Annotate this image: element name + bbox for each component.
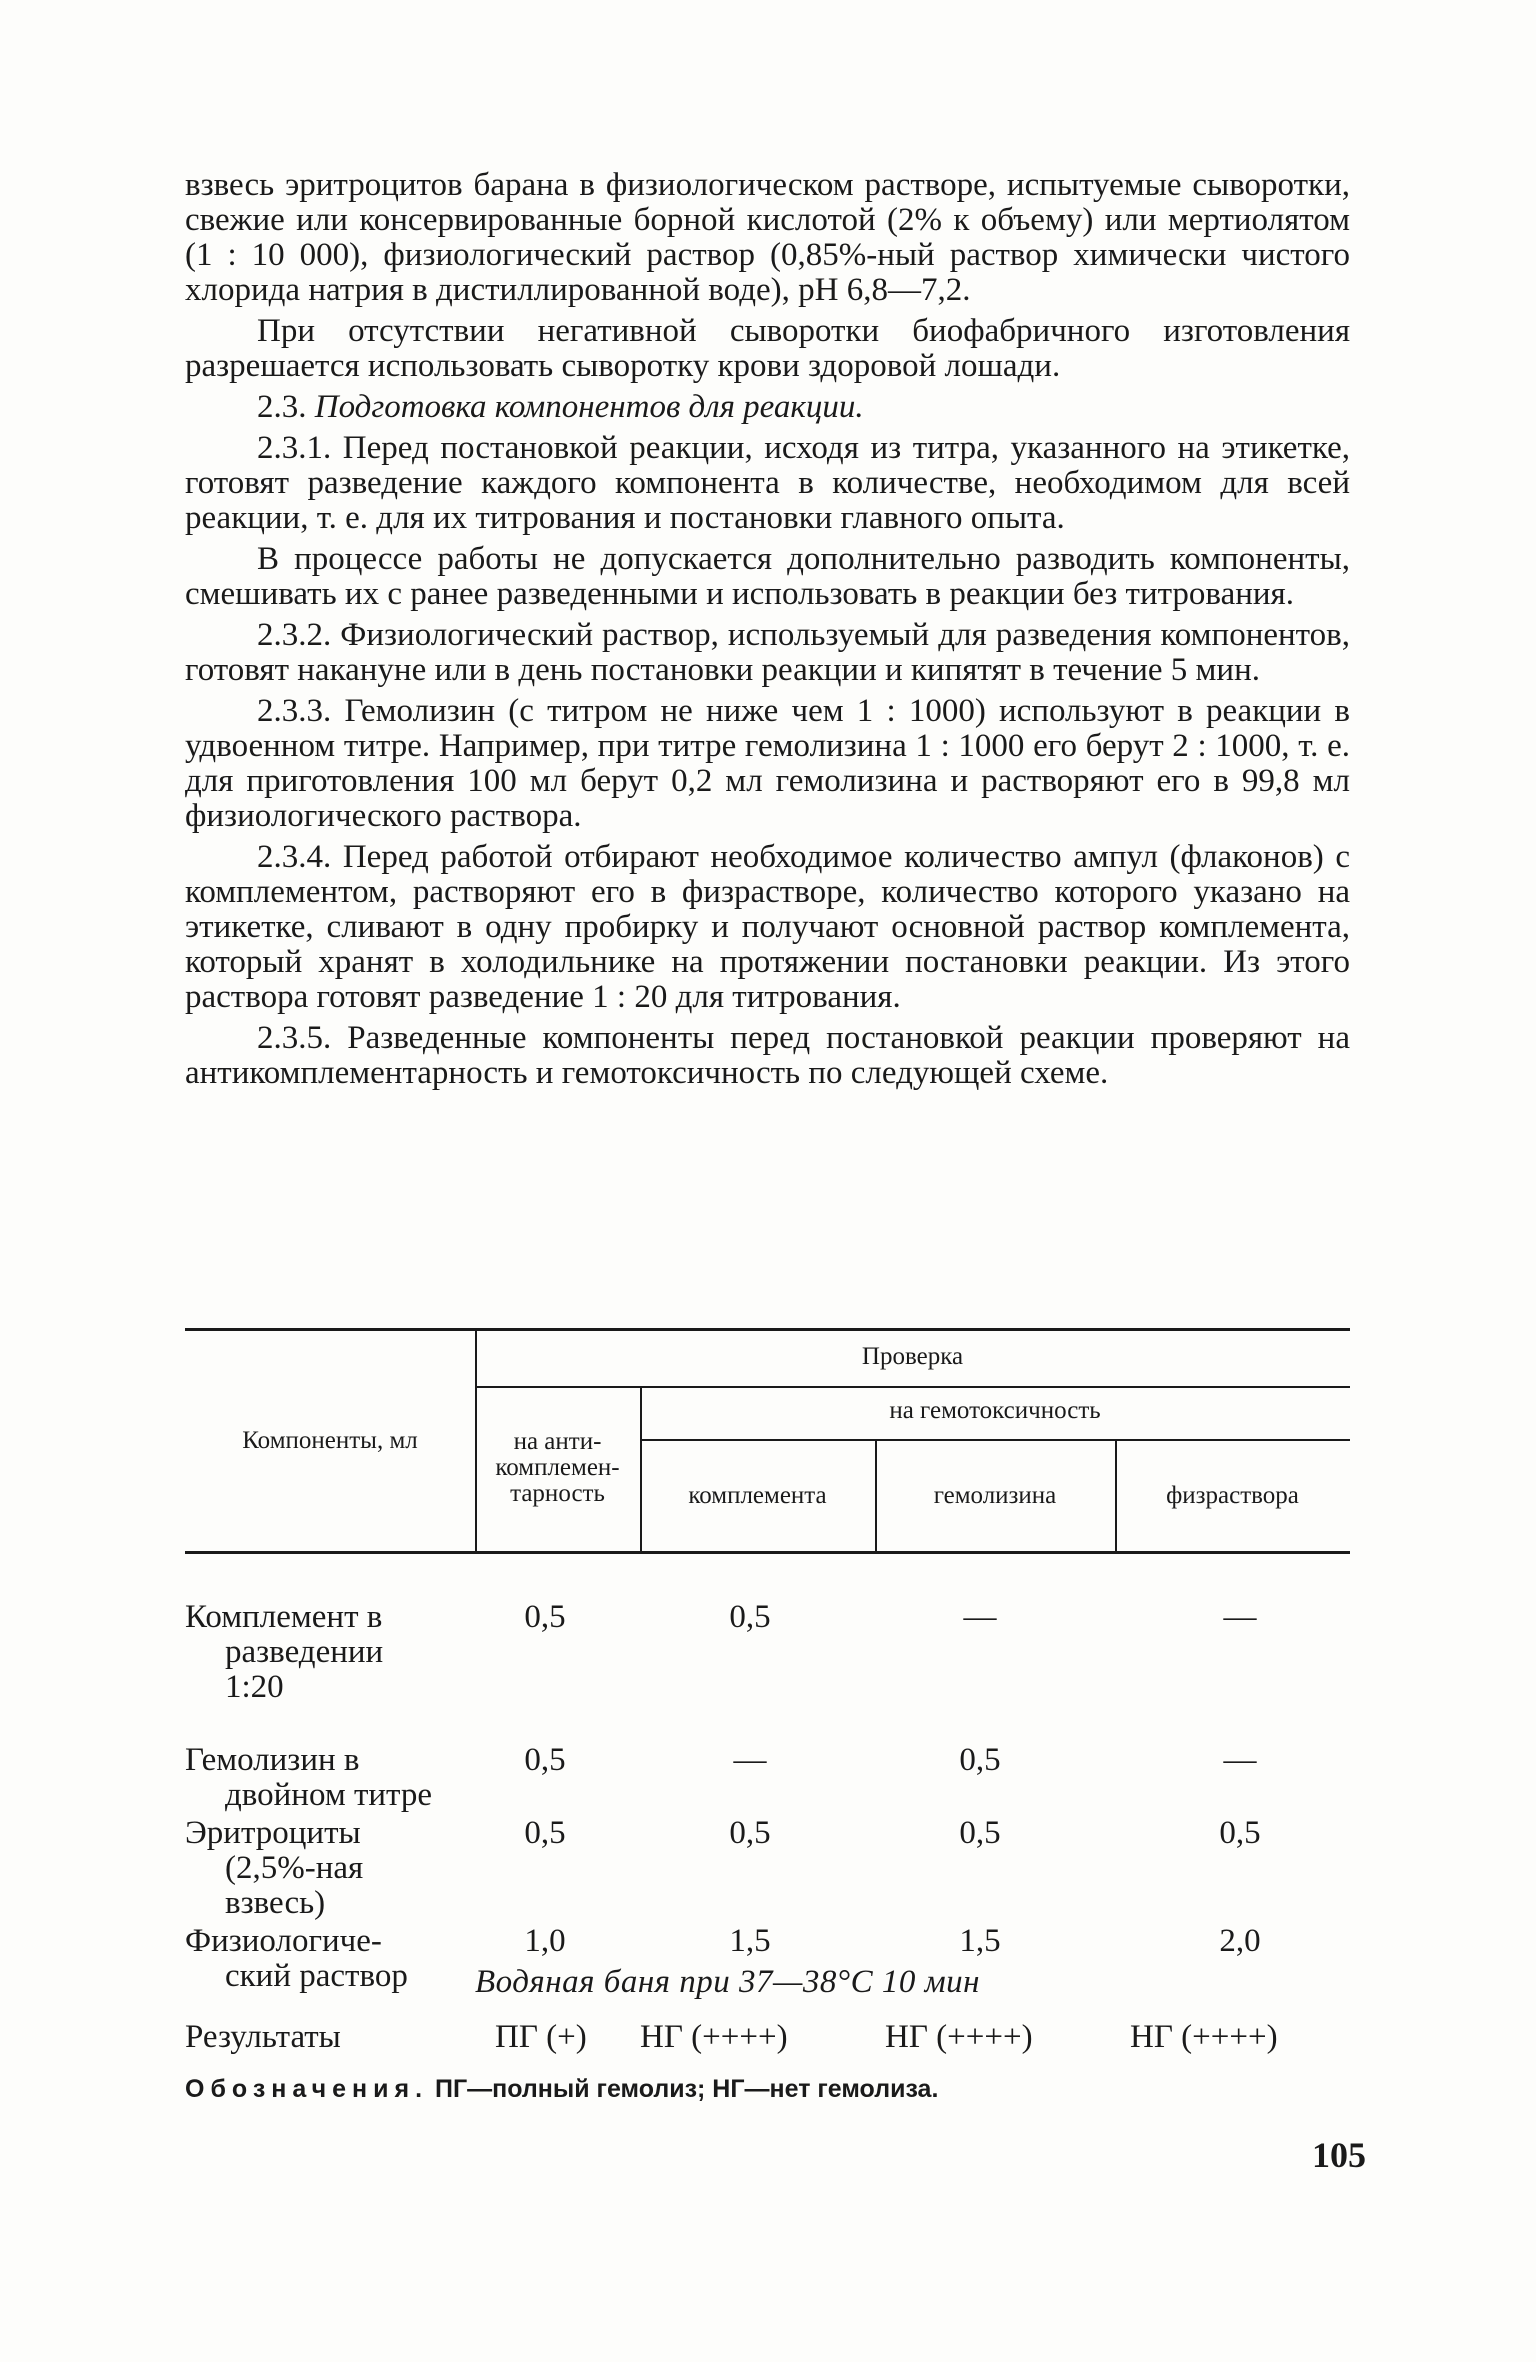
row-label [185,1743,450,1813]
header-anticomp-line: комплемен- [495,1454,620,1481]
section-number: 2.3. [257,389,307,425]
cell-complement: — [733,1742,767,1778]
cell-saline: — [1223,1742,1257,1778]
table-body [185,1600,1350,1997]
cell-hemolysin: 0,5 [959,1742,1001,1778]
section-heading-2-3 [185,390,1350,425]
row-label-line: ский раствор [225,1958,408,1994]
header-hemolysin: гемолизина [933,1482,1057,1509]
cell-saline: — [1223,1599,1257,1635]
table-row [185,1816,1350,1924]
cell-hemolysin: — [963,1599,997,1635]
row-label-line: Гемолизин в [185,1742,360,1778]
header-check: Проверка [861,1343,964,1370]
row-label [185,1816,450,1921]
row-label-line: (2,5%-ная [225,1850,364,1886]
cell-hemolysin: 0,5 [959,1815,1001,1851]
paragraph-2-3-1: 2.3.1. Перед постановкой реакции, исходя из титра, указанного на этикетке, готовят разведение каждого компонента в количестве, необходимом для всей реакции, т. е. для их титрования и постановки главного опыта. [185,430,1350,536]
cell-anticomplementarity: 0,5 [524,1815,566,1851]
legend-note [185,2075,938,2104]
result-complement: НГ (++++) [640,2019,788,2055]
incubation-caption: Водяная баня при 37—38°С 10 мин [475,1964,981,2000]
result-anticomplementarity: ПГ (+) [495,2019,587,2055]
row-label-line: двойном титре [225,1777,433,1813]
cell-anticomplementarity: 0,5 [524,1599,566,1635]
legend-lead: Обозначения. [185,2075,429,2103]
paragraph-2-3-2: 2.3.2. Физиологический раствор, используемый для разведения компонентов, готовят накануне или в день постановки реакции и кипятят в течение 5 мин. [185,617,1350,688]
header-complement: комплемента [688,1482,827,1509]
cell-complement: 1,5 [729,1923,771,1959]
result-saline: НГ (++++) [1130,2019,1278,2055]
cell-saline: 0,5 [1219,1815,1261,1851]
cell-hemolysin: 1,5 [959,1923,1001,1959]
cell-anticomplementarity: 1,0 [524,1923,566,1959]
row-label-line: 1:20 [225,1669,284,1705]
paragraph-negative-serum: При отсутствии негативной сыворотки биофабричного изготовления разрешается использовать сыворотку крови здоровой лошади. [185,313,1350,384]
table-row [185,1600,1350,1743]
header-hemotoxicity: на гемотоксичность [889,1397,1101,1424]
result-hemolysin: НГ (++++) [885,2019,1033,2055]
header-anticomp-line: тарность [510,1480,605,1507]
paragraph-2-3-5: 2.3.5. Разведенные компоненты перед постановкой реакции проверяют на антикомплементарность и гемотоксичность по следующей схеме. [185,1020,1350,1091]
cell-anticomplementarity: 0,5 [524,1742,566,1778]
header-components: Компоненты, мл [242,1427,418,1454]
cell-complement: 0,5 [729,1815,771,1851]
table-divider [475,1386,1350,1388]
header-anticomp-line: на анти- [513,1428,602,1455]
section-title: Подготовка компонентов для реакции. [314,389,864,425]
paragraph-2-3-3: 2.3.3. Гемолизин (с титром не ниже чем 1 : 1000) используют в реакции в удвоенном титре. Например, при титре гемолизина 1 : 1000 его берут 2 : 1000, т. е. для приготовления 100 мл берут 0,2 мл гемолизина и растворяют его в 99,8 мл физиологического раствора. [185,693,1350,834]
table-header [185,1328,1350,1554]
paragraph-2-3-4: 2.3.4. Перед работой отбирают необходимое количество ампул (флаконов) с комплементом, растворяют его в физрастворе, количество которого указано на этикетке, сливают в одну пробирку и получают основной раствор комплемента, который хранят в холодильнике на протяжении постановки реакции. Из этого раствора готовят разведение 1 : 20 для титрования. [185,839,1350,1015]
row-label-line: Комплемент в [185,1599,383,1635]
cell-saline: 2,0 [1219,1923,1261,1959]
row-label-line: Эритроциты [185,1815,361,1851]
table-row [185,1743,1350,1816]
paragraph-materials: взвесь эритроцитов барана в физиологическом растворе, испытуемые сыворотки, свежие или консервированные борной кислотой (2% к объему) или мертиолятом (1 : 10 000), физиологический раствор (0,85%-ный раствор химически чистого хлорида натрия в дистиллированной воде), рН 6,8—7,2. [185,167,1350,308]
cell-complement: 0,5 [729,1599,771,1635]
table-divider [640,1439,1350,1441]
header-anticomplementarity [475,1429,640,1507]
row-label [185,1924,450,1994]
results-label: Результаты [185,2019,341,2055]
body-text [185,168,1350,1097]
header-saline: физраствора [1166,1482,1299,1509]
row-label-line: взвесь) [225,1885,326,1921]
paragraph-process-note: В процессе работы не допускается дополнительно разводить компоненты, смешивать их с ранее разведенными и использовать в реакции без титрования. [185,541,1350,612]
legend-text: ПГ—полный гемолиз; НГ—нет гемолиза. [435,2075,939,2103]
row-label [185,1600,450,1705]
page-number: 105 [1312,2135,1366,2175]
row-label-line: Физиологиче- [185,1923,382,1959]
row-label-line: разведении [225,1634,384,1670]
